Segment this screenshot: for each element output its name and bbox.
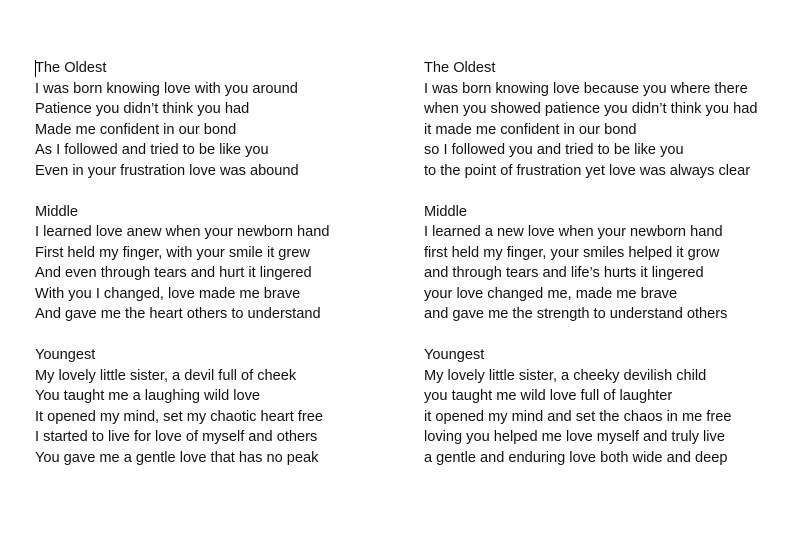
poem-line: You gave me a gentle love that has no peak [35, 449, 319, 466]
poem-line: it opened my mind and set the chaos in me free [424, 408, 732, 425]
poem-line: Made me confident in our bond [35, 121, 237, 138]
poem-line: My lovely little sister, a devil full of cheek [35, 367, 297, 384]
stanza-oldest [424, 58, 796, 181]
poem-line: And gave me the heart others to understand [35, 306, 321, 322]
poem-line: and through tears and life’s hurts it lingered [424, 265, 704, 281]
stanza-youngest [35, 345, 395, 468]
poem-line: As I followed and tried to be like you [35, 142, 269, 158]
stanza-heading: Youngest [424, 347, 485, 363]
stanza-oldest [35, 58, 395, 181]
poem-line: I was born knowing love because you where there [424, 80, 748, 97]
poem-line: You taught me a laughing wild love [35, 388, 261, 404]
poem-line: It opened my mind, set my chaotic heart free [35, 408, 323, 425]
poem-line: your love changed me, made me brave [424, 285, 678, 302]
poem-line: I learned a new love when your newborn hand [424, 224, 723, 240]
poem-line: And even through tears and hurt it lingered [35, 265, 312, 281]
poem-line: when you showed patience you didn’t think you had [424, 101, 758, 117]
stanza-youngest [424, 345, 796, 468]
poem-line: First held my finger, with your smile it grew [35, 244, 310, 261]
poem-line: you taught me wild love full of laughter [424, 388, 673, 404]
poem-line: first held my finger, your smiles helped it grow [424, 244, 720, 261]
left-poem-column [35, 58, 395, 489]
poem-line: I started to live for love of myself and others [35, 429, 318, 445]
poem-line: to the point of frustration yet love was always clear [424, 162, 751, 179]
stanza-heading: Middle [35, 203, 78, 220]
stanza-heading: Middle [424, 203, 467, 220]
poem-line: a gentle and enduring love both wide and deep [424, 449, 728, 466]
poem-line: I learned love anew when your newborn hand [35, 224, 330, 240]
poem-line: Even in your frustration love was abound [35, 162, 299, 179]
right-poem-column [424, 58, 796, 489]
poem-line: I was born knowing love with you around [35, 80, 298, 97]
poem-line: My lovely little sister, a cheeky devilish child [424, 367, 707, 384]
poem-line: loving you helped me love myself and truly live [424, 429, 725, 445]
poem-line: it made me confident in our bond [424, 121, 637, 138]
stanza-heading: Youngest [35, 347, 96, 363]
stanza-heading: The Oldest [35, 60, 107, 76]
stanza-middle [35, 202, 395, 325]
poem-line: With you I changed, love made me brave [35, 285, 301, 302]
poem-line: so I followed you and tried to be like you [424, 142, 684, 158]
stanza-heading: The Oldest [424, 60, 496, 76]
poem-line: and gave me the strength to understand others [424, 306, 728, 322]
stanza-middle [424, 202, 796, 325]
poem-line: Patience you didn’t think you had [35, 101, 250, 117]
